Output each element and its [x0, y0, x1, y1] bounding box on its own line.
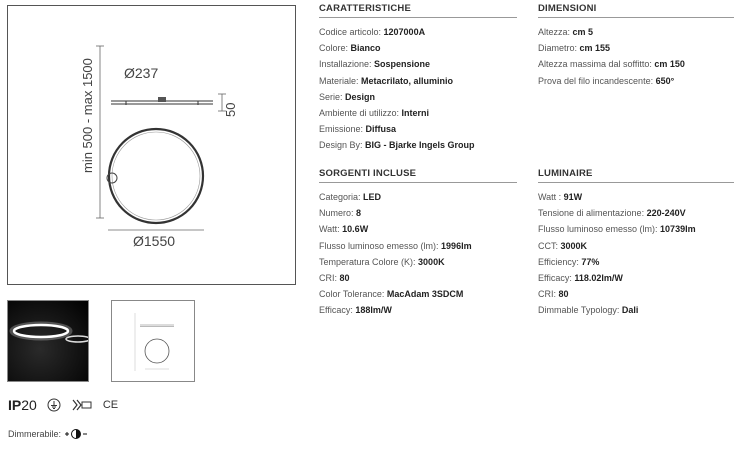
product-photo-thumbnail[interactable] [7, 300, 89, 382]
caratteristiche-row [319, 89, 517, 105]
luminaire-row [538, 254, 734, 270]
certification-icons [8, 397, 118, 413]
canopy-diameter-label: Ø237 [124, 65, 159, 81]
sorgenti-row [319, 238, 517, 254]
sorgenti-row [319, 270, 517, 286]
caratteristiche-row-label: Materiale: [319, 75, 362, 86]
ce-mark: CE [102, 399, 119, 411]
sorgenti-row-label: Efficacy: [319, 305, 356, 316]
dimensioni-section [538, 3, 734, 89]
caratteristiche-row-value: Sospensione [374, 59, 431, 70]
sorgenti-row [319, 205, 517, 221]
sorgenti-row-label: CRI: [319, 272, 340, 283]
sorgenti-row-value: 8 [356, 208, 362, 219]
caratteristiche-row-value: Design [345, 91, 376, 102]
luminaire-row [538, 238, 734, 254]
sorgenti-row-value: MacAdam 3SDCM [386, 289, 464, 300]
luminaire-row [538, 221, 734, 237]
caratteristiche-row-value: BIG - Bjarke Ingels Group [365, 140, 475, 151]
luminaire-row [538, 189, 734, 205]
luminaire-row-value: 77% [581, 256, 600, 267]
caratteristiche-row [319, 40, 517, 56]
luminaire-row-label: Dimmable Typology: [538, 305, 622, 316]
sorgenti-section [319, 168, 517, 319]
ring-photo [8, 301, 89, 382]
dimensioni-row-label: Altezza massima dal soffitto: [538, 59, 655, 70]
dimensioni-row-label: Prova del filo incandescente: [538, 75, 656, 86]
luminaire-title: LUMINAIRE [538, 168, 734, 183]
luminaire-row-value: 10739lm [660, 224, 696, 235]
dimensioni-row [538, 73, 734, 89]
luminaire-row-label: Watt : [538, 192, 564, 202]
sorgenti-row [319, 254, 517, 270]
caratteristiche-row-label: Colore: [319, 43, 351, 54]
caratteristiche-row-label: Codice articolo: [319, 27, 384, 37]
dimensioni-row-label: Diametro: [538, 43, 580, 54]
caratteristiche-row [319, 137, 517, 153]
luminaire-row [538, 270, 734, 286]
dimensioni-title: DIMENSIONI [538, 3, 734, 18]
luminaire-row-label: CRI: [538, 289, 559, 300]
sorgenti-row-value: LED [363, 192, 382, 202]
luminaire-row-value: 91W [563, 192, 583, 202]
ip-rating: IP20 [8, 397, 37, 413]
caratteristiche-row [319, 105, 517, 121]
caratteristiche-row-value: Diffusa [365, 124, 397, 135]
luminaire-row-value: 220-240V [646, 208, 686, 219]
luminaire-row-value: Dali [621, 305, 639, 316]
luminaire-row-label: Flusso luminoso emesso (lm): [538, 224, 661, 235]
dimensioni-row [538, 24, 734, 40]
sorgenti-row [319, 221, 517, 237]
luminaire-row-label: Efficiency: [538, 256, 582, 267]
dimensioni-row [538, 40, 734, 56]
sorgenti-row-value: 10.6W [342, 224, 369, 235]
dimensioni-row-value: 650° [655, 75, 675, 86]
dimmable-label: Dimmerabile: [8, 429, 62, 439]
luminaire-section [538, 168, 734, 319]
luminaire-row-value: 118.02lm/W [574, 272, 623, 283]
dimmer-icon [64, 428, 88, 440]
mini-drawing [112, 301, 196, 383]
sorgenti-row [319, 302, 517, 318]
caratteristiche-row [319, 24, 517, 40]
caratteristiche-row [319, 73, 517, 89]
independent-driver-icon [71, 398, 93, 412]
luminaire-row-value: 3000K [560, 240, 588, 251]
caratteristiche-row [319, 121, 517, 137]
caratteristiche-row-value: Interni [401, 107, 430, 118]
ground-symbol-icon [47, 398, 61, 412]
caratteristiche-title: CARATTERISTICHE [319, 3, 517, 18]
dimensioni-row-value: cm 155 [579, 43, 611, 54]
technical-drawing [7, 5, 296, 285]
height-range-label: min 500 - max 1500 [80, 58, 95, 173]
caratteristiche-row-label: Serie: [319, 91, 346, 102]
dimensioni-row-label: Altezza: [538, 27, 573, 37]
caratteristiche-row-label: Emissione: [319, 124, 366, 135]
dimensioni-row-value: cm 5 [572, 27, 594, 37]
caratteristiche-row-label: Ambiente di utilizzo: [319, 107, 402, 118]
sorgenti-row-label: Numero: [319, 208, 357, 219]
caratteristiche-row-value: 1207000A [383, 27, 426, 37]
luminaire-row [538, 286, 734, 302]
sorgenti-row-value: 80 [339, 272, 350, 283]
luminaire-row [538, 302, 734, 318]
caratteristiche-section [319, 3, 517, 154]
dimensioni-row-value: cm 150 [654, 59, 685, 70]
sorgenti-row-label: Watt: [319, 224, 343, 235]
caratteristiche-row-label: Design By: [319, 140, 366, 151]
luminaire-row [538, 205, 734, 221]
sorgenti-row-label: Color Tolerance: [319, 289, 387, 300]
sorgenti-row-label: Temperatura Colore (K): [319, 256, 419, 267]
sorgenti-title: SORGENTI INCLUSE [319, 168, 517, 183]
sorgenti-row-value: 188lm/W [355, 305, 392, 316]
caratteristiche-row-value: Bianco [350, 43, 381, 54]
luminaire-row-value: 80 [558, 289, 569, 300]
ring-diameter-label: Ø1550 [133, 233, 176, 249]
luminaire-row-label: Tensione di alimentazione: [538, 208, 647, 219]
caratteristiche-row [319, 56, 517, 72]
caratteristiche-row-value: Metacrilato, alluminio [361, 75, 454, 86]
sorgenti-row-value: 1996lm [441, 240, 472, 251]
sorgenti-row [319, 286, 517, 302]
sorgenti-row-label: Categoria: [319, 192, 364, 202]
luminaire-row-label: Efficacy: [538, 272, 575, 283]
caratteristiche-row-label: Installazione: [319, 59, 375, 70]
dimmable-indicator [8, 428, 88, 440]
sorgenti-row [319, 189, 517, 205]
sorgenti-row-value: 3000K [418, 256, 445, 267]
technical-drawing-thumbnail[interactable] [111, 300, 195, 382]
sorgenti-row-label: Flusso luminoso emesso (lm): [319, 240, 442, 251]
canopy-height-label: 50 [223, 102, 238, 117]
luminaire-row-label: CCT: [538, 240, 561, 251]
dimensioni-row [538, 56, 734, 72]
